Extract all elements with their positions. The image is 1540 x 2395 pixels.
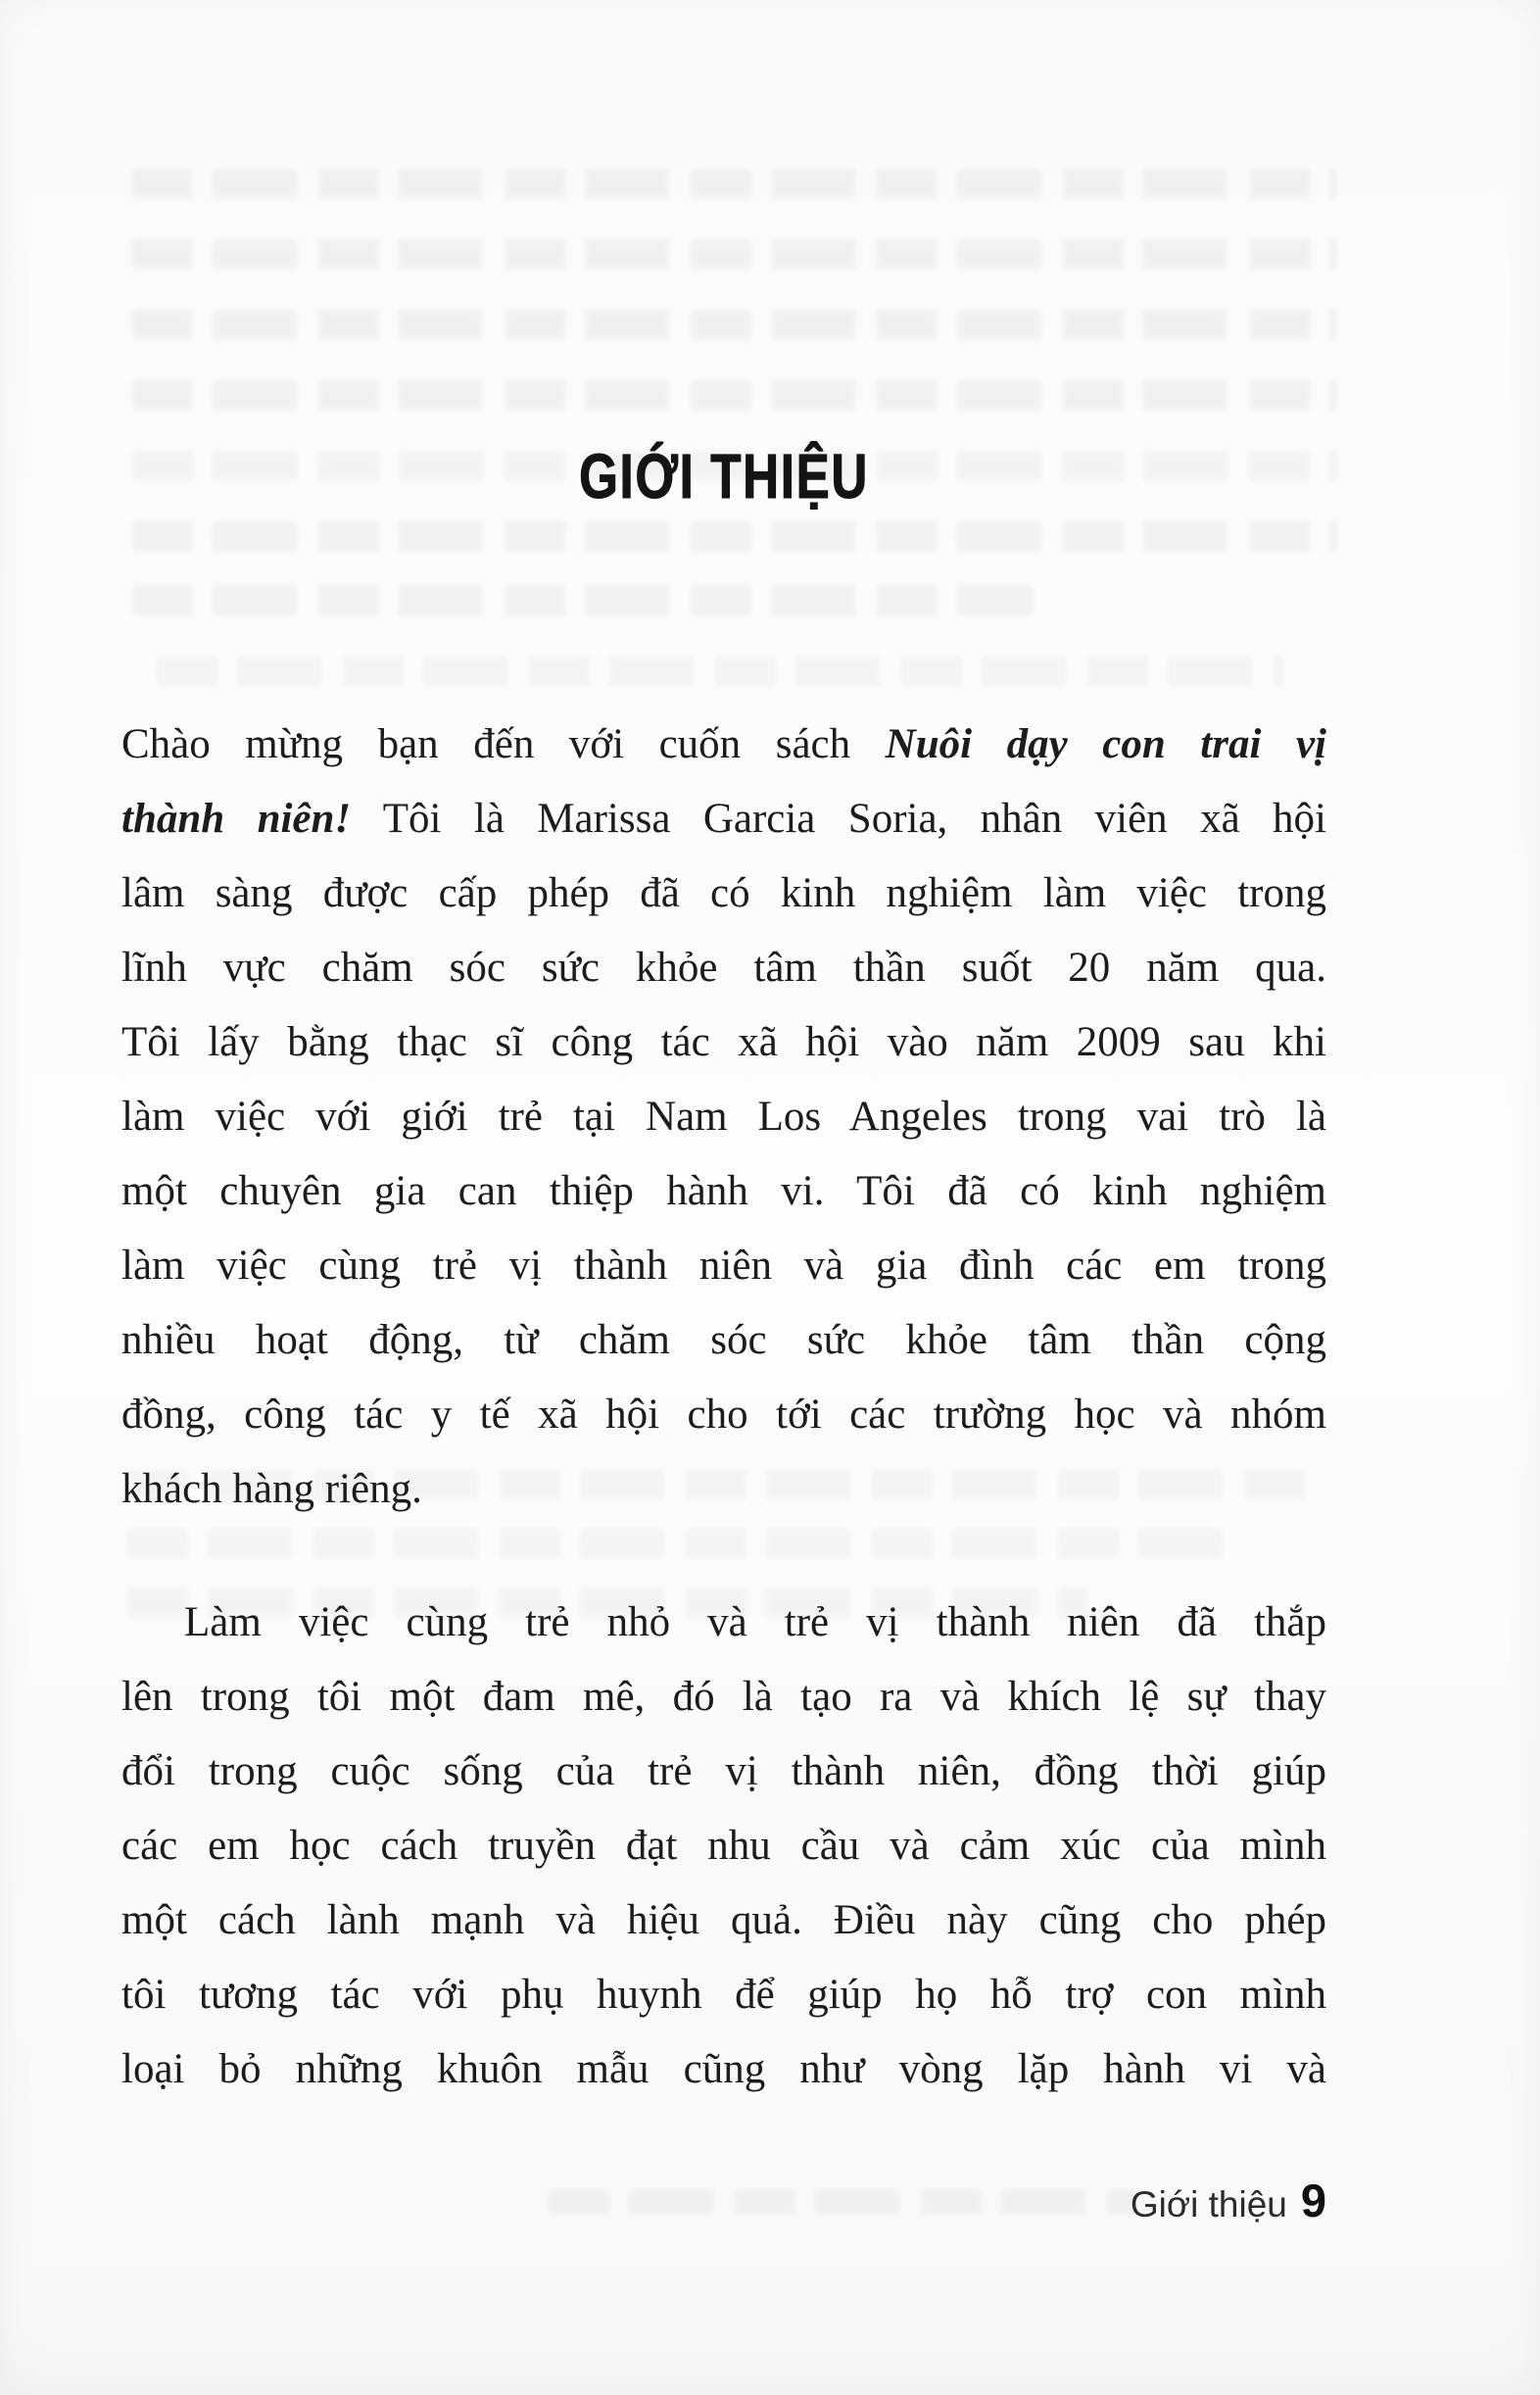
book-title-emphasis: Nuôi dạy con trai vị xyxy=(885,721,1326,767)
text-line xyxy=(121,1809,1326,1883)
text-line xyxy=(121,2032,1326,2107)
footer-page-number: 9 xyxy=(1300,2175,1326,2226)
text-run: Làm việc cùng trẻ nhỏ và trẻ vị thành niên đã thắp xyxy=(184,1599,1326,1645)
text-run: lĩnh vực chăm sóc sức khỏe tâm thần suốt 20 năm qua. xyxy=(121,945,1326,991)
text-line xyxy=(121,1303,1326,1378)
text-run: khách hàng riêng. xyxy=(121,1466,422,1512)
text-line xyxy=(121,1378,1326,1452)
text-line xyxy=(121,1958,1326,2032)
bleed-through-text-line xyxy=(132,521,1337,551)
bleed-through-text-line xyxy=(132,310,1337,339)
text-run: lâm sàng được cấp phép đã có kinh nghiệm làm việc trong xyxy=(121,870,1326,916)
paragraph xyxy=(121,708,1326,1527)
bleed-through-text-line xyxy=(132,380,1337,410)
paragraph xyxy=(121,1586,1326,2107)
book-title-emphasis: thành niên! xyxy=(121,796,352,842)
text-line xyxy=(121,1586,1326,1660)
page-footer xyxy=(121,2174,1326,2227)
bleed-through-text-line xyxy=(132,239,1337,269)
text-run: một chuyên gia can thiệp hành vi. Tôi đã có kinh nghiệm xyxy=(121,1168,1326,1214)
text-run: lên trong tôi một đam mê, đó là tạo ra và khích lệ sự thay xyxy=(121,1674,1326,1720)
bleed-through-text-line xyxy=(157,657,1283,686)
text-run: đồng, công tác y tế xã hội cho tới các trường học và nhóm xyxy=(121,1392,1326,1438)
text-line xyxy=(121,1005,1326,1080)
footer-section-label: Giới thiệu xyxy=(1130,2184,1287,2224)
bleed-through-text-line xyxy=(132,586,1034,615)
text-run: Tôi lấy bằng thạc sĩ công tác xã hội vào năm 2009 sau khi xyxy=(121,1019,1326,1065)
text-run: làm việc cùng trẻ vị thành niên và gia đình các em trong xyxy=(121,1243,1326,1289)
text-line xyxy=(121,708,1326,782)
text-run: đổi trong cuộc sống của trẻ vị thành niên, đồng thời giúp xyxy=(121,1748,1326,1794)
body-text xyxy=(121,708,1326,2107)
text-line xyxy=(121,1735,1326,1809)
text-line xyxy=(121,1080,1326,1154)
text-run: các em học cách truyền đạt nhu cầu và cảm xúc của mình xyxy=(121,1823,1326,1869)
chapter-title: GIỚI THIỆU xyxy=(579,440,869,512)
text-line xyxy=(121,782,1326,856)
bleed-through-text-line xyxy=(132,169,1337,198)
text-line xyxy=(121,1452,1326,1527)
text-line xyxy=(121,931,1326,1005)
text-run: loại bỏ những khuôn mẫu cũng như vòng lặp hành vi và xyxy=(121,2046,1326,2092)
text-run: nhiều hoạt động, từ chăm sóc sức khỏe tâm thần cộng xyxy=(121,1317,1326,1363)
text-line xyxy=(121,1154,1326,1229)
text-run: làm việc với giới trẻ tại Nam Los Angeles trong vai trò là xyxy=(121,1094,1326,1140)
text-line xyxy=(121,1229,1326,1303)
text-run: Chào mừng bạn đến với cuốn sách xyxy=(121,721,886,767)
text-run: một cách lành mạnh và hiệu quả. Điều này cũng cho phép xyxy=(121,1897,1326,1943)
text-line xyxy=(121,856,1326,931)
text-run: tôi tương tác với phụ huynh để giúp họ hỗ trợ con mình xyxy=(121,1972,1326,2018)
text-line xyxy=(121,1883,1326,1958)
text-run: Tôi là Marissa Garcia Soria, nhân viên xã hội xyxy=(351,796,1326,842)
text-line xyxy=(121,1660,1326,1735)
